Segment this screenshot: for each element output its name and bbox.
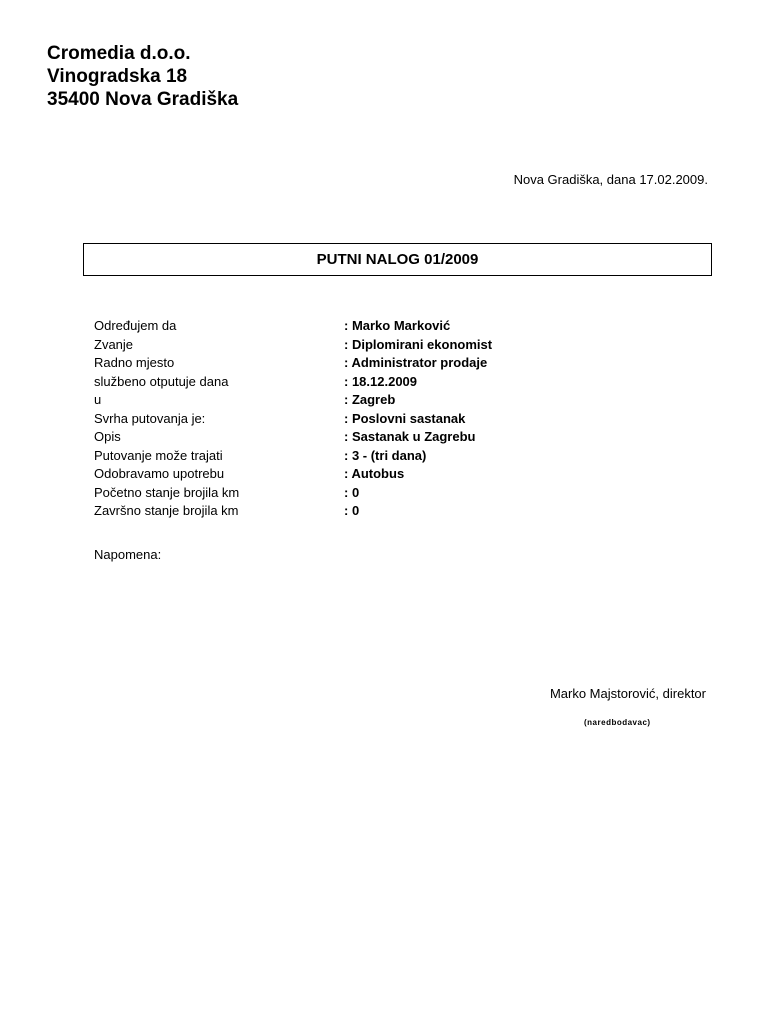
field-label: Putovanje može trajati bbox=[94, 447, 223, 463]
field-row bbox=[94, 410, 492, 429]
field-label: Radno mjesto bbox=[94, 355, 175, 370]
document-title-text: PUTNI NALOG 01/2009 bbox=[316, 251, 479, 268]
field-row bbox=[94, 373, 492, 392]
field-label: Završno stanje brojila km bbox=[94, 503, 239, 518]
field-row bbox=[94, 484, 492, 503]
field-value: : Marko Marković bbox=[344, 318, 451, 333]
signer-role: (naredbodavac) bbox=[584, 718, 651, 727]
field-row bbox=[94, 391, 492, 410]
field-label: Početno stanje brojila km bbox=[94, 484, 240, 500]
company-name: Cromedia d.o.o. bbox=[47, 43, 191, 64]
field-value: : Autobus bbox=[344, 466, 405, 481]
field-value: : 18.12.2009 bbox=[344, 373, 418, 389]
field-row bbox=[94, 465, 492, 484]
field-row bbox=[94, 428, 492, 447]
field-value: : Sastanak u Zagrebu bbox=[344, 429, 476, 444]
field-label: u bbox=[94, 392, 102, 407]
field-label: Zvanje bbox=[94, 336, 134, 352]
field-label: Određujem da bbox=[94, 318, 177, 333]
field-value: : Diplomirani ekonomist bbox=[344, 336, 493, 352]
field-row bbox=[94, 447, 492, 466]
field-label: Svrha putovanja je: bbox=[94, 410, 206, 426]
field-label: Odobravamo upotrebu bbox=[94, 466, 225, 481]
document-title bbox=[83, 243, 712, 276]
company-city: 35400 Nova Gradiška bbox=[47, 89, 239, 110]
field-value: : 0 bbox=[344, 484, 360, 500]
field-value: : 0 bbox=[344, 503, 360, 518]
company-header bbox=[47, 42, 238, 111]
field-value: : 3 - (tri dana) bbox=[344, 447, 427, 463]
field-label: Opis bbox=[94, 429, 121, 444]
field-row bbox=[94, 354, 492, 373]
field-row bbox=[94, 502, 492, 521]
field-row bbox=[94, 336, 492, 355]
field-value: : Administrator prodaje bbox=[344, 355, 488, 370]
field-value: : Poslovni sastanak bbox=[344, 410, 466, 426]
travel-order-fields bbox=[94, 317, 492, 521]
field-row bbox=[94, 317, 492, 336]
field-label: službeno otputuje dana bbox=[94, 373, 229, 389]
place-date: Nova Gradiška, dana 17.02.2009. bbox=[513, 172, 708, 187]
note-label: Napomena: bbox=[94, 547, 162, 562]
field-value: : Zagreb bbox=[344, 392, 396, 407]
signer-name: Marko Majstorović, direktor bbox=[549, 686, 706, 701]
company-street: Vinogradska 18 bbox=[47, 66, 188, 87]
